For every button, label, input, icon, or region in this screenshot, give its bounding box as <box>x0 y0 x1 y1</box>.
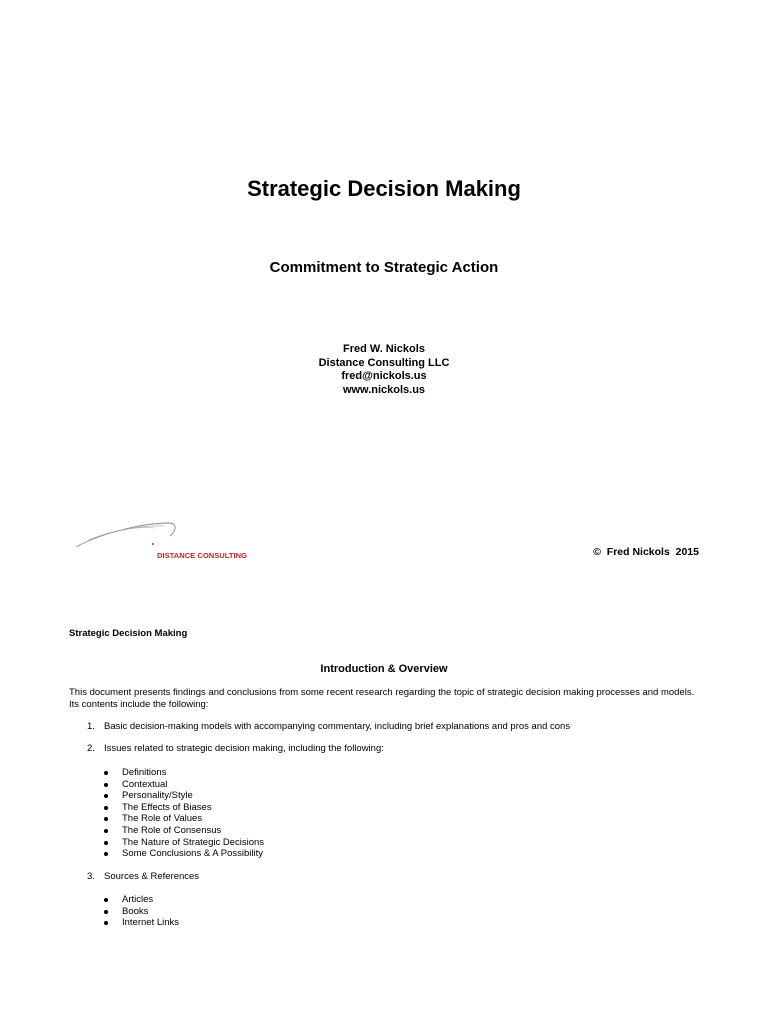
author-website: www.nickols.us <box>342 384 426 397</box>
document-title: Strategic Decision Making <box>247 176 521 201</box>
sources-bullet-list <box>104 894 179 929</box>
issues-bullet-list <box>104 767 264 860</box>
list-item: Definitions <box>104 767 264 779</box>
logo-text: DISTANCE CONSULTING <box>157 551 247 560</box>
item-number: 3. <box>87 871 95 882</box>
item-text: Issues related to strategic decision making, including the following: <box>104 743 384 754</box>
item-text: Sources & References <box>104 871 200 882</box>
list-item: The Nature of Strategic Decisions <box>104 837 264 849</box>
list-item: Books <box>104 906 179 918</box>
numbered-item-1 <box>87 721 570 733</box>
list-item: The Role of Consensus <box>104 825 264 837</box>
list-item: Articles <box>104 894 179 906</box>
list-item: Personality/Style <box>104 790 264 802</box>
numbered-item-2 <box>87 743 384 755</box>
item-number: 2. <box>87 743 95 754</box>
list-item: Internet Links <box>104 917 179 929</box>
item-number: 1. <box>87 721 95 732</box>
copyright-notice: © Fred Nickols 2015 <box>593 546 699 558</box>
section-heading: Introduction & Overview <box>320 663 448 675</box>
numbered-item-3 <box>87 871 199 883</box>
list-item: The Role of Values <box>104 813 264 825</box>
list-item: The Effects of Biases <box>104 802 264 814</box>
author-block <box>0 343 768 398</box>
list-item: Contextual <box>104 779 264 791</box>
list-item: Some Conclusions & A Possibility <box>104 848 264 860</box>
author-company: Distance Consulting LLC <box>318 356 450 369</box>
author-name: Fred W. Nickols <box>343 343 425 355</box>
item-text: Basic decision-making models with accompanying commentary, including brief explanations and pros and cons <box>104 721 571 732</box>
distance-consulting-logo <box>74 518 259 566</box>
intro-paragraph: This document presents findings and conclusions from some recent research regarding the topic of strategic decision making processes and models. Its contents include the following: <box>69 687 695 710</box>
document-subtitle: Commitment to Strategic Action <box>269 259 499 276</box>
running-header: Strategic Decision Making <box>69 628 188 639</box>
author-email: fred@nickols.us <box>341 370 427 383</box>
